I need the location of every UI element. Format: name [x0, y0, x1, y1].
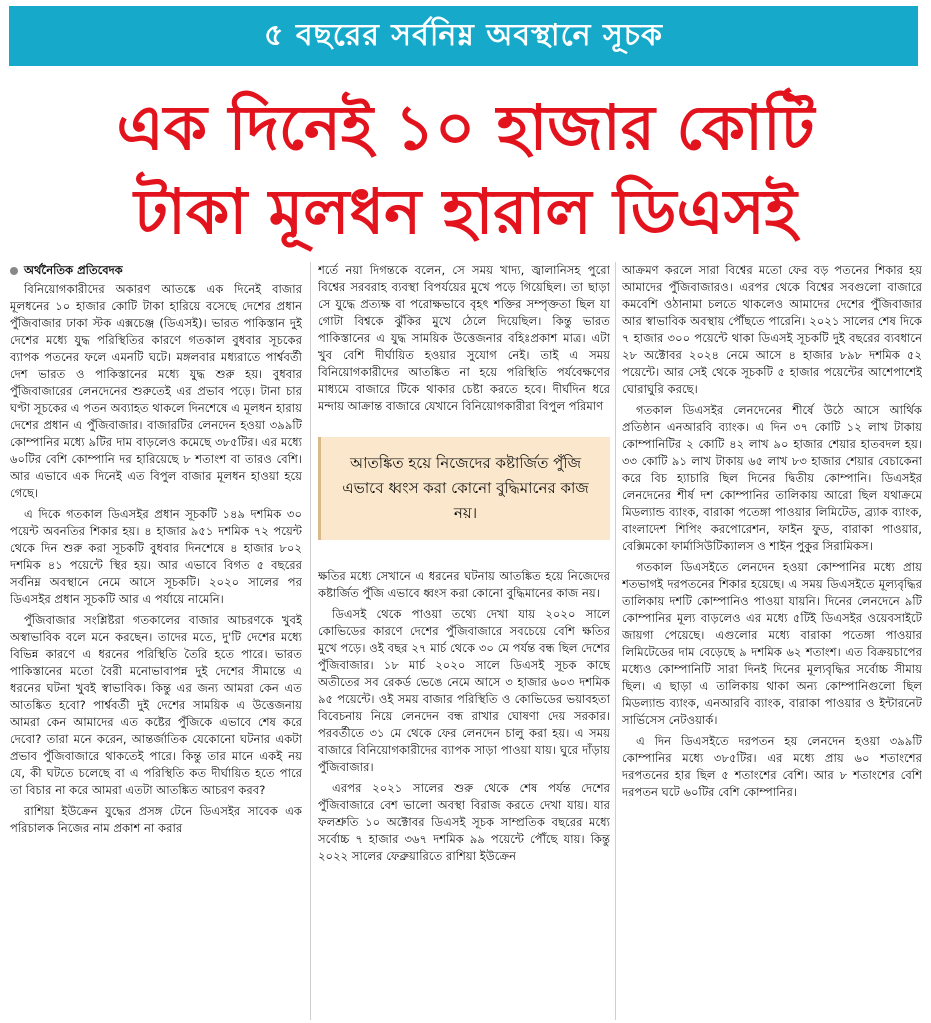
column-divider: [310, 262, 311, 1020]
article-column-2: [318, 262, 610, 1020]
byline: [10, 262, 302, 279]
headline-line-2: টাকা মূলধন হারাল ডিএসই: [134, 175, 797, 248]
article-column-1: [10, 262, 302, 1020]
paragraph: ডিএসই থেকে পাওয়া তথ্যে দেখা যায় ২০২০ সালে কোভিডের কারণে দেশের পুঁজিবাজারে সবচেয়ে বেশি ক্ষতির মুখে পড়ে। ওই বছর ২৭ মার্চ থেকে ৩০ মে পর্যন্ত বন্ধ ছিল দেশের পুঁজিবাজার। ১৮ মার্চ ২০২০ সালে ডিএসই সূচক কাছে অতীতের সব রেকর্ড ভেঙে নেমে আসে ৩ হাজার ৬০৩ দশমিক ৯৫ পয়েন্টে। ওই সময় বাজার পরিস্থিতি ও কোভিডের ভয়াবহতা বিবেচনায় নিয়ে লেনদেন বন্ধ রাখার ঘোষণা দেয় সরকার। পরবর্তীতে ৩১ মে থেকে ফের লেনদেন চালু করা হয়। এ সময় বাজারে বিনিয়োগকারীদের ব্যাপক সাড়া পাওয়া যায়। ঘুরে দাঁড়ায় পুঁজিবাজার।: [318, 607, 610, 774]
byline-text: অর্থনৈতিক প্রতিবেদক: [24, 263, 123, 277]
paragraph: এ দিন ডিএসইতে দরপতন হয় লেনদেন হওয়া ৩৯৯টি কোম্পানির মধ্যে ৩৮৫টির। এর মধ্যে প্রায় ৬০ শতাংশের দরপতনের হার ছিল ৫ শতাংশের বেশি। আর ৮ শতাংশের বেশি দরপতন ঘটে ৬০টির বেশি কোম্পানির।: [622, 734, 922, 799]
paragraph: পুঁজিবাজার সংশ্লিষ্টরা গতকালের বাজার আচরণকে খুবই অস্বাভাবিক বলে মনে করছেন। তাদের মতে, দু'টি দেশের মধ্যে বিভিন্ন কারণে এ ধরনের পরিস্থিতি তৈরি হতে পারে। ভারত পাকিস্তানের মতো বৈরী মনোভাবাপন্ন দুই দেশের সীমান্তে এ ধরনের ঘটনা খুবই স্বাভাবিক। কিন্তু এর জন্য আমরা কেন এত আতঙ্কিত হবো? পার্শ্ববর্তী দুই দেশের সাময়িক এ উত্তেজনায় আমরা কেন আমাদের এত কষ্টের পুঁজিকে এভাবে শেষ করে দেবো? তারা মনে করেন, আন্তর্জাতিক যেকোনো ঘটনার একটা প্রভাব পুঁজিবাজারে থাকতেই পারে। কিন্তু তার মানে একই নয় যে, কী ঘটতে চলেছে বা এ পরিস্থিতি কত দীর্ঘায়িত হতে পারে তা বিচার না করে আমরা এতটা আতঙ্কিত আচরণ করব?: [10, 613, 302, 797]
paragraph: গতকাল ডিএসইতে লেনদেন হওয়া কোম্পানির মধ্যে প্রায় শতভাগই দরপতনের শিকার হয়েছে। এ সময় ডিএসইতে মূল্যবৃদ্ধির তালিকায় দশটি কোম্পানিও পাওয়া যায়নি। দিনের লেনদেনে ৯টি কোম্পানির মূল্য বাড়লেও এর মধ্যে ৫টিই ডিএসইর ওয়েবসাইটে জায়গা পেয়েছে। এগুলোর মধ্যে বারাকা পতেঙ্গা পাওয়ার লিমিটেডের দাম বেড়েছে ৯ দশমিক ৬২ শতাংশ। এত বিক্রয়চাপের মধ্যেও কোম্পানিটি সারা দিনই দিনের মূল্যবৃদ্ধির সর্বোচ্চ সীমায় ছিল। এ ছাড়া এ তালিকায় থাকা অন্য কোম্পানিগুলো ছিল মিডল্যান্ড ব্যাংক, এনআরবি ব্যাংক, বারাকা পাওয়ার ও ইন্টারনেট সার্ভিসেস নেটওয়ার্ক।: [622, 560, 922, 727]
paragraph: এ দিকে গতকাল ডিএসইর প্রধান সূচকটি ১৪৯ দশমিক ৩০ পয়েন্ট অবনতির শিকার হয়। ৪ হাজার ৯৫১ দশমিক ৭২ পয়েন্ট থেকে দিন শুরু করা সূচকটি বুধবার দিনশেষে ৪ হাজার ৮০২ দশমিক ৪১ পয়েন্টে স্থির হয়। আর এভাবে বিগত ৫ বছরের সর্বনিম্ন অবস্থানে নেমে আসে সূচকটি। ২০২০ সালের পর ডিএসইর প্রধান সূচকটি আর এ পর্যায়ে নামেনি।: [10, 507, 302, 606]
pull-quote: আতঙ্কিত হয়ে নিজেদের কষ্টার্জিত পুঁজি এভাবে ধ্বংস করা কোনো বুদ্ধিমানের কাজ নয়।: [318, 437, 610, 540]
paragraph: শর্তে নয়া দিগন্তকে বলেন, সে সময় খাদ্য, জ্বালানিসহ পুরো বিশ্বের সরবরাহ ব্যবস্থা বিপর্যয়ের মুখে পড়ে গিয়েছিল। তা ছাড়া সে যুদ্ধে প্রত্যক্ষ বা পরোক্ষভাবে বৃহৎ শক্তির সম্পৃক্ততা ছিল যা গোটা বিশ্বকে ঝুঁকির মুখে ঠেলে দিয়েছিল। কিন্তু ভারত পাকিস্তানের এ যুদ্ধ সাময়িক উত্তেজনার বহিঃপ্রকাশ মাত্র। এটা খুব বেশি দীর্ঘায়িত হওয়ার সুযোগ নেই। তাই এ সময় বিনিয়োগকারীদের আতঙ্কিত না হয়ে পরিস্থিতি পর্যবেক্ষণের মাধ্যমে বাজারে টিকে থাকার চেষ্টা করতে হবে। দীর্ঘদিন ধরে মন্দায় আক্রান্ত বাজারে যেখানে বিনিয়োগকারীরা বিপুল পরিমাণ: [318, 263, 610, 413]
paragraph: গতকাল ডিএসইর লেনদেনের শীর্ষে উঠে আসে আর্থিক প্রতিষ্ঠান এনআরবি ব্যাংক। এ দিন ৩৭ কোটি ১২ লাখ টাকায় কোম্পানিটির ২ কোটি ৪২ লাখ ৯০ হাজার শেয়ার হাতবদল হয়। ৩৩ কোটি ৯১ লাখ টাকায় ৬৫ লাখ ৮৩ হাজার শেয়ার বেচাকেনা করে বিচ হ্যাচারি ছিল দিনের দ্বিতীয় কোম্পানি। ডিএসইর লেনদেনের শীর্ষ দশ কোম্পানির তালিকায় আরো ছিল যথাক্রমে মিডল্যান্ড ব্যাংক, বারাকা পতেঙ্গা পাওয়ার লিমিটেড, ব্র্যাক ব্যাংক, বাংলাদেশ শিপিং করপোরেশন, ফাইন ফুড, বারাকা পাওয়ার, বেক্সিমকো ফার্মাসিউটিক্যালস ও শাইন পুকুর সিরামিকস।: [622, 403, 922, 553]
article-column-3: [622, 262, 922, 1020]
paragraph: বিনিয়োগকারীদের অকারণ আতঙ্কে এক দিনেই বাজার মূলধনের ১০ হাজার কোটি টাকা হারিয়ে বসেছে দেশের প্রধান পুঁজিবাজার ঢাকা স্টক এক্সচেঞ্জ (ডিএসই)। ভারত পাকিস্তান দুই দেশের মধ্যে যুদ্ধ পরিস্থিতির কারণে গতকাল বুধবার সূচকের ব্যাপক পতনের ফলে এমনটি ঘটে। মঙ্গলবার মধ্যরাতে পার্শ্ববর্তী দেশ ভারত ও পাকিস্তানের মধ্যে যুদ্ধ শুরু হয়। বুধবার পুঁজিবাজারের লেনদেনের শুরুতেই এর প্রভাব পড়ে। টানা চার ঘণ্টা সূচকের এ পতন অব্যাহত থাকলে দিনশেষে এ মূলধন হারায় দেশের প্রধান এ পুঁজিবাজার। বাজারটির লেনদেন হওয়া ৩৯৯টি কোম্পানির মধ্যে ৯টির দাম বাড়লেও কমেছে ৩৮৫টির। এর মধ্যে ৬০টির বেশি কোম্পানি দর হারিয়েছে ৮ শতাংশ বা তারও বেশি। আর এভাবে এক দিনেই এত বিপুল বাজার মূলধন হাওয়া হয়ে গেছে।: [10, 282, 302, 500]
column-divider: [615, 262, 616, 1020]
kicker-text: ৫ বছরের সর্বনিম্ন অবস্থানে সূচক: [264, 17, 663, 53]
paragraph: এরপর ২০২১ সালের শুরু থেকে শেষ পর্যন্ত দেশের পুঁজিবাজারে বেশ ভালো অবস্থা বিরাজ করতে দেখা যায়। যার ফলশ্রুতি ১০ অক্টোবর ডিএসই সূচক সাম্প্রতিক বছরের মধ্যে সর্বোচ্চ ৭ হাজার ৩৬৭ দশমিক ৯৯ পয়েন্টে পৌঁছে যায়। কিন্তু ২০২২ সালের ফেব্রুয়ারিতে রাশিয়া ইউক্রেন: [318, 781, 610, 863]
bullet-icon: [10, 267, 18, 275]
paragraph: আক্রমণ করলে সারা বিশ্বের মতো ফের বড় পতনের শিকার হয় আমাদের পুঁজিবাজারও। এরপর থেকে বিশ্বের সবগুলো বাজারে কমবেশি ওঠানামা চলতে থাকলেও আমাদের দেশের পুঁজিবাজার আর স্বাভাবিক অবস্থায় পৌঁছতে পারেনি। ২০২১ সালের শেষ দিকে ৭ হাজার ৩০০ পয়েন্টে থাকা ডিএসই সূচকটি দুই বছরের ব্যবধানে ২৮ অক্টোবর ২০২৪ নেমে আসে ৪ হাজার ৮৯৮ দশমিক ৫২ পয়েন্টে। আর সেই থেকে সূচকটি ৫ হাজার পয়েন্টের আশেপাশেই ঘোরাঘুরি করছে।: [622, 263, 922, 396]
paragraph: রাশিয়া ইউক্রেন যুদ্ধের প্রসঙ্গ টেনে ডিএসইর সাবেক এক পরিচালক নিজের নাম প্রকাশ না করার: [10, 804, 302, 835]
headline-line-1: এক দিনেই ১০ হাজার কোটি: [116, 91, 815, 164]
kicker-banner: [9, 6, 918, 66]
paragraph: ক্ষতির মধ্যে সেখানে এ ধরনের ঘটনায় আতঙ্কিত হয়ে নিজেদের কষ্টার্জিত পুঁজি এভাবে ধ্বংস করা কোনো বুদ্ধিমানের কাজ নয়।: [318, 569, 610, 600]
